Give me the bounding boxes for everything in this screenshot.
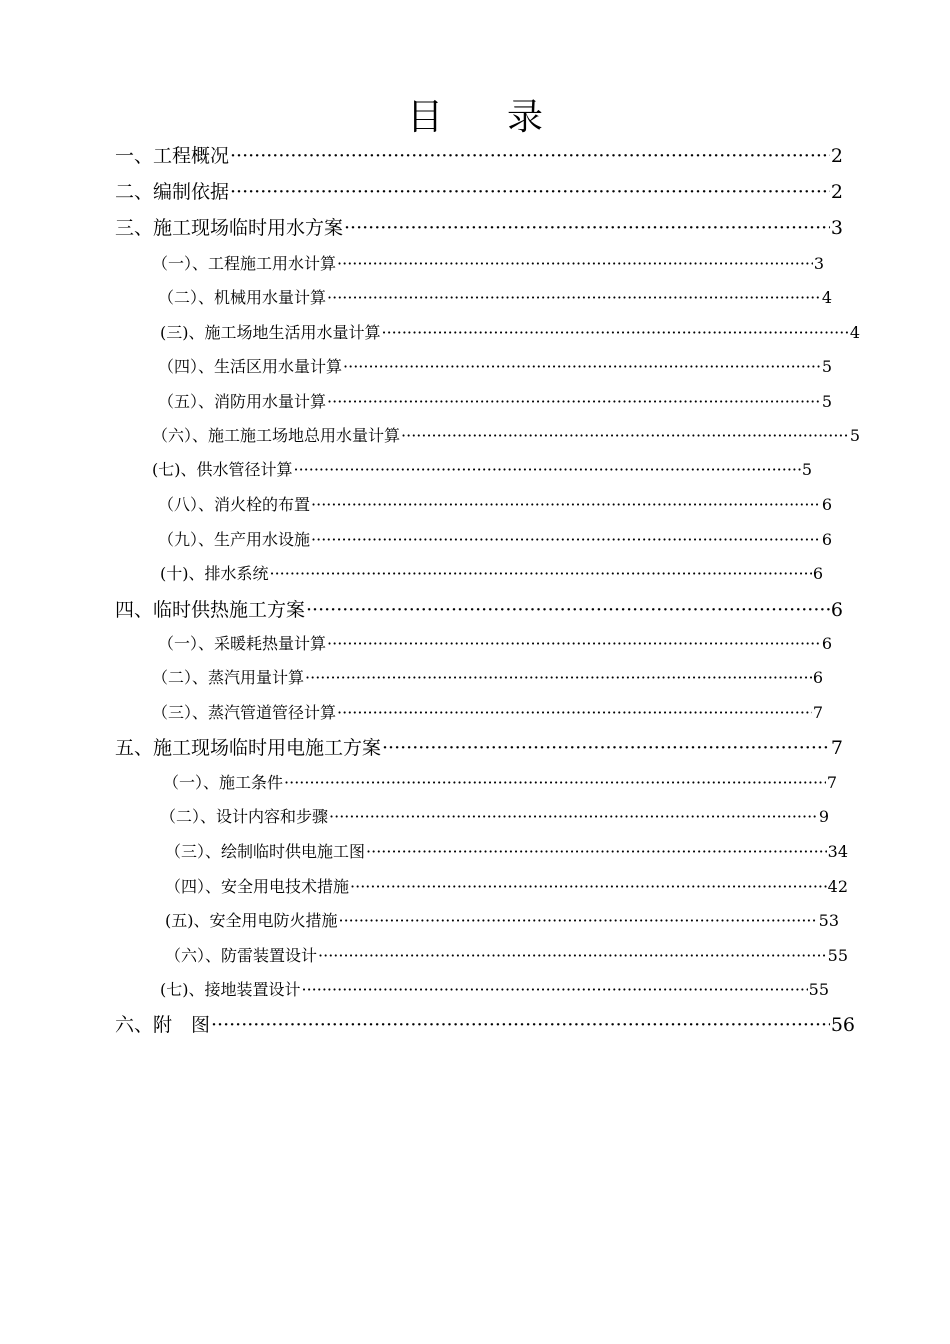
toc-entry-label: 一、工程概况 (115, 145, 230, 167)
toc-entry[interactable] (158, 353, 832, 381)
toc-leader-dots (382, 733, 830, 763)
toc-entry-label: （四）、生活区用水量计算 (158, 357, 343, 376)
toc-entry-page: 9 (818, 807, 829, 826)
toc-entry[interactable] (115, 1010, 855, 1040)
page-title (0, 94, 950, 142)
toc-entry[interactable] (152, 250, 824, 278)
toc-entry[interactable] (115, 213, 843, 243)
toc-entry-page: 6 (812, 668, 823, 687)
toc-leader-dots (327, 284, 821, 312)
toc-entry-page: 6 (830, 599, 843, 621)
toc-leader-dots (211, 1010, 830, 1040)
toc-entry-page: 6 (821, 495, 832, 514)
toc-leader-dots (337, 699, 812, 727)
toc-entry-page: 2 (830, 181, 843, 203)
toc-entry[interactable] (115, 595, 843, 625)
toc-entry-label: (七)、供水管径计算 (152, 460, 293, 479)
toc-leader-dots (230, 177, 830, 207)
toc-entry[interactable] (158, 388, 832, 416)
toc-entry-label: （五）、消防用水量计算 (158, 392, 327, 411)
toc-entry[interactable] (152, 422, 860, 450)
toc-entry[interactable] (165, 907, 839, 935)
toc-entry-page: 7 (826, 773, 837, 792)
toc-entry[interactable] (160, 560, 823, 588)
toc-entry-label: （八）、消火栓的布置 (158, 495, 311, 514)
toc-entry-label: 四、临时供热施工方案 (115, 599, 306, 621)
toc-entry-page: 55 (827, 946, 848, 965)
toc-entry-label: （四）、安全用电技术措施 (165, 877, 350, 896)
toc-entry-page: 6 (812, 564, 823, 583)
toc-entry-label: （六）、施工施工场地总用水量计算 (152, 426, 401, 445)
toc-leader-dots (339, 907, 818, 935)
toc-leader-dots (302, 976, 808, 1004)
toc-entry-page: 7 (830, 737, 843, 759)
toc-entry[interactable] (158, 630, 832, 658)
toc-leader-dots (337, 250, 813, 278)
toc-leader-dots (318, 942, 827, 970)
toc-leader-dots (327, 630, 821, 658)
toc-leader-dots (344, 213, 830, 243)
toc-entry-label: 三、施工现场临时用水方案 (115, 217, 344, 239)
toc-leader-dots (294, 456, 801, 484)
toc-entry[interactable] (152, 456, 812, 484)
toc-entry-label: （二）、设计内容和步骤 (160, 807, 329, 826)
toc-entry[interactable] (163, 769, 837, 797)
toc-leader-dots (270, 560, 812, 588)
toc-leader-dots (401, 422, 849, 450)
toc-entry-label: 二、编制依据 (115, 181, 230, 203)
toc-entry[interactable] (152, 664, 823, 692)
toc-entry-label: (十)、排水系统 (160, 564, 269, 583)
toc-leader-dots (343, 353, 821, 381)
toc-entry-label: （一）、采暖耗热量计算 (158, 634, 327, 653)
toc-entry[interactable] (165, 942, 848, 970)
toc-entry[interactable] (115, 733, 843, 763)
toc-entry-page: 4 (821, 288, 832, 307)
toc-leader-dots (350, 873, 827, 901)
toc-entry-page: 34 (827, 842, 848, 861)
toc-leader-dots (305, 664, 812, 692)
title-char-left: 目 (406, 97, 443, 138)
toc-entry-page: 56 (830, 1014, 855, 1036)
toc-entry[interactable] (160, 803, 829, 831)
toc-entry-label: (七)、接地装置设计 (160, 980, 301, 999)
toc-entry[interactable] (158, 526, 832, 554)
toc-leader-dots (230, 141, 830, 171)
toc-entry-page: 3 (830, 217, 843, 239)
toc-entry[interactable] (152, 699, 823, 727)
toc-entry-page: 5 (821, 357, 832, 376)
toc-entry[interactable] (115, 177, 843, 207)
toc-entry[interactable] (158, 284, 832, 312)
title-char-right: 录 (507, 97, 544, 138)
toc-entry[interactable] (165, 873, 848, 901)
toc-entry-page: 5 (849, 426, 860, 445)
toc-entry-label: （九）、生产用水设施 (158, 530, 311, 549)
toc-entry-label: （三）、蒸汽管道管径计算 (152, 703, 337, 722)
toc-entry-page: 5 (801, 460, 812, 479)
toc-entry-label: （一）、施工条件 (163, 773, 284, 792)
toc-leader-dots (329, 803, 818, 831)
toc-leader-dots (284, 769, 826, 797)
toc-entry-page: 4 (849, 323, 860, 342)
toc-leader-dots (366, 838, 827, 866)
toc-entry-label: （一）、工程施工用水计算 (152, 254, 337, 273)
toc-entry-page: 7 (812, 703, 823, 722)
toc-entry-label: (五)、安全用电防火措施 (165, 911, 338, 930)
toc-entry-label: （三）、绘制临时供电施工图 (165, 842, 366, 861)
toc-entry-label: （二）、机械用水量计算 (158, 288, 327, 307)
toc-leader-dots (382, 319, 849, 347)
toc-entry[interactable] (165, 838, 848, 866)
toc-entry-page: 42 (827, 877, 848, 896)
toc-entry-label: （六）、防雷装置设计 (165, 946, 318, 965)
toc-entry-page: 3 (813, 254, 824, 273)
toc-leader-dots (311, 491, 821, 519)
toc-entry[interactable] (115, 141, 843, 171)
toc-entry-page: 6 (821, 530, 832, 549)
toc-entry-label: （二）、蒸汽用量计算 (152, 668, 305, 687)
toc-leader-dots (306, 595, 830, 625)
toc-entry-label: (三)、施工场地生活用水量计算 (160, 323, 381, 342)
toc-entry-label: 六、附 图 (115, 1014, 211, 1036)
toc-entry-label: 五、施工现场临时用电施工方案 (115, 737, 382, 759)
toc-entry-page: 55 (808, 980, 829, 999)
toc-entry[interactable] (160, 976, 829, 1004)
toc-leader-dots (311, 526, 821, 554)
toc-entry-page: 53 (818, 911, 839, 930)
toc-entry[interactable] (160, 319, 860, 347)
toc-entry-page: 5 (821, 392, 832, 411)
toc-leader-dots (327, 388, 821, 416)
toc-entry-page: 2 (830, 145, 843, 167)
toc-entry-page: 6 (821, 634, 832, 653)
toc-entry[interactable] (158, 491, 832, 519)
